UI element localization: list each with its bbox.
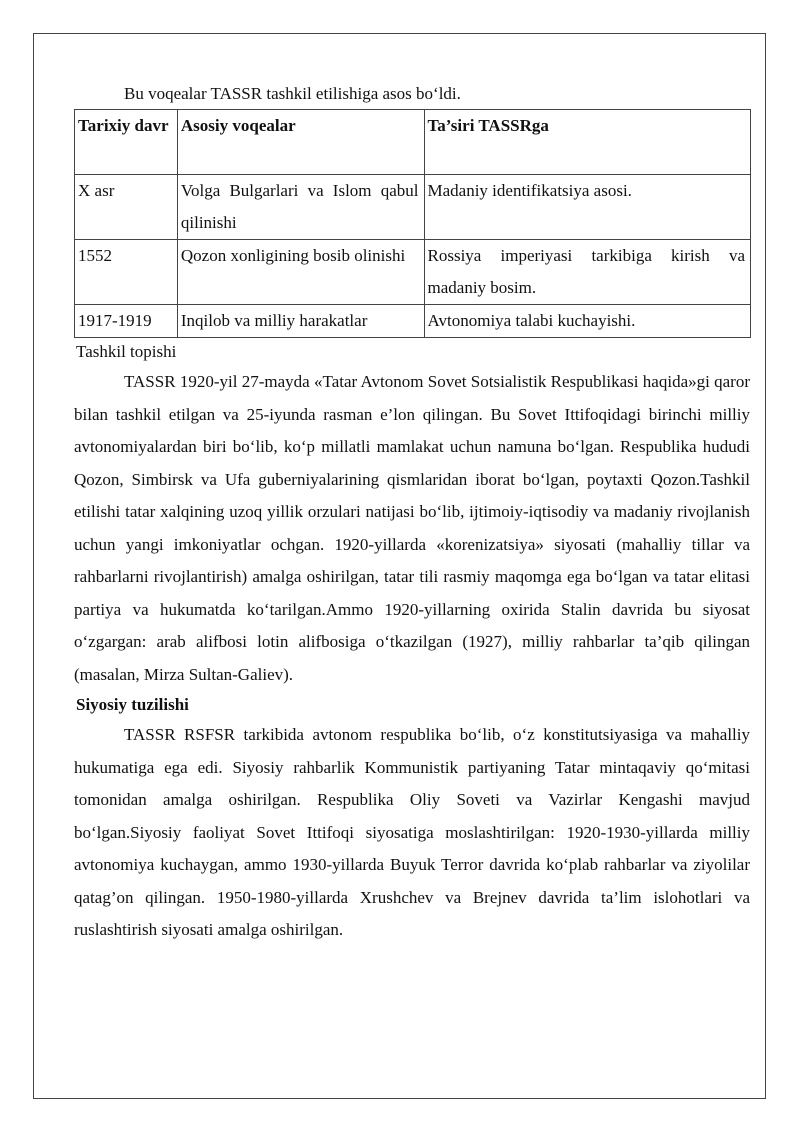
- document-body: [74, 78, 750, 947]
- table-cell: 1552: [75, 240, 178, 305]
- table-cell: Qozon xonligining bosib olinishi: [177, 240, 424, 305]
- table-row: [75, 305, 751, 338]
- table-header-row: [75, 110, 751, 175]
- table-header-cell: Tarixiy davr: [75, 110, 178, 175]
- section-heading-siyosiy: Siyosiy tuzilishi: [76, 695, 189, 714]
- table-cell: Madaniy identifikatsiya asosi.: [424, 175, 751, 240]
- table-cell: Volga Bulgarlari va Islom qabul qilinishi: [177, 175, 424, 240]
- table-header-cell: Ta’siri TASSRga: [424, 110, 751, 175]
- table-row: [75, 240, 751, 305]
- table-cell: Rossiya imperiyasi tarkibiga kirish va madaniy bosim.: [424, 240, 751, 305]
- table-cell: Avtonomiya talabi kuchayishi.: [424, 305, 751, 338]
- table-header-cell: Asosiy voqealar: [177, 110, 424, 175]
- section-heading-tashkil: Tashkil topishi: [76, 342, 177, 361]
- table-cell: X asr: [75, 175, 178, 240]
- intro-sentence: Bu voqealar TASSR tashkil etilishiga asos bo‘ldi.: [124, 84, 461, 103]
- table-row: [75, 175, 751, 240]
- section-paragraph-siyosiy: TASSR RSFSR tarkibida avtonom respublika bo‘lib, o‘z konstitutsiyasiga va mahalliy hukumatiga ega edi. Siyosiy rahbarlik Kommunistik partiyaning Tatar mintaqaviy qo‘mitasi tomonidan amalga oshirilgan. Respublika Oliy Soveti va Vazirlar Kengashi mavjud bo‘lgan.Siyosiy faoliyat Sovet Ittifoqi siyosatiga moslashtirilgan: 1920-1930-yillarda milliy avtonomiya kuchaygan, ammo 1930-yillarda Buyuk Terror davrida ko‘plab rahbarlar va ziyolilar qatag’on qilingan. 1950-1980-yillarda Xrushchev va Brejnev davrida ta’lim islohotlari va ruslashtirish siyosati amalga oshirilgan.: [74, 725, 750, 939]
- table-cell: Inqilob va milliy harakatlar: [177, 305, 424, 338]
- table-cell: 1917-1919: [75, 305, 178, 338]
- history-table: [74, 109, 751, 338]
- section-paragraph-tashkil: TASSR 1920-yil 27-mayda «Tatar Avtonom Sovet Sotsialistik Respublikasi haqida»gi qaror bilan tashkil etilgan va 25-iyunda rasman e’lon qilingan. Bu Sovet Ittifoqidagi birinchi milliy avtonomiyalardan biri bo‘lib, ko‘p millatli mamlakat uchun namuna bo‘lgan. Respublika hududi Qozon, Simbirsk va Ufa guberniyalarining qismlaridan iborat bo‘lgan, poytaxti Qozon.Tashkil etilishi tatar xalqining uzoq yillik orzulari natijasi bo‘lib, ijtimoiy-iqtisodiy va madaniy rivojlanish uchun yangi imkoniyatlar ochgan. 1920-yillarda «korenizatsiya» siyosati (mahalliy tillar va rahbarlarni rivojlantirish) amalga oshirilgan, tatar tili rasmiy maqomga ega bo‘lgan va tatar elitasi partiya va hukumatda ko‘tarilgan.Ammo 1920-yillarning oxirida Stalin davrida bu siyosat o‘zgargan: arab alifbosi lotin alifbosiga o‘tkazilgan (1927), milliy rahbarlar ta’qib qilingan (masalan, Mirza Sultan-Galiev).: [74, 372, 750, 684]
